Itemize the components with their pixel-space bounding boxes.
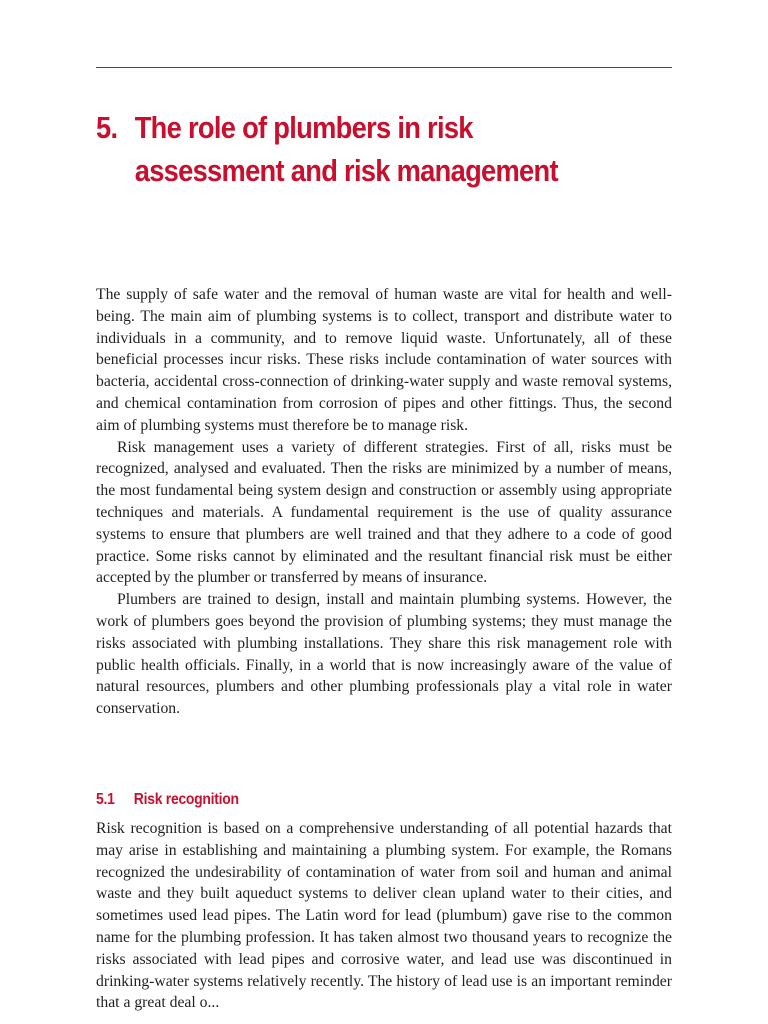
header-rule xyxy=(96,67,672,68)
intro-paragraph-3: Plumbers are trained to design, install and maintain plumbing systems. However, the work of plumbers goes beyond the provision of plumbing systems; they must manage the risks associated with plumbing installations. They share this risk management role with public health officials. Finally, in a world that is now increasingly aware of the value of natural resources, plumbers and other plumbing professionals play a vital role in water conservation. xyxy=(96,591,672,718)
section-text xyxy=(96,818,672,1014)
section-number: 5.1 xyxy=(96,791,115,808)
chapter-number: 5. xyxy=(96,110,118,145)
intro-text xyxy=(96,284,672,720)
chapter-title-line-1: The role of plumbers in risk xyxy=(134,110,473,145)
chapter-title-line-2: assessment and risk management xyxy=(134,153,558,188)
intro-paragraph-2: Risk management uses a variety of different strategies. First of all, risks must be recognized, analysed and evaluated. Then the risks are minimized by a number of means, the most fundamental being system design and construction or assembly using appropriate techniques and materials. A fundamental requirement is the use of quality assurance systems to ensure that plumbers are well trained and that they adhere to a code of good practice. Some risks cannot by eliminated and the resultant financial risk must be either accepted by the plumber or transferred by means of insurance. xyxy=(96,438,672,587)
section-title: Risk recognition xyxy=(133,791,239,808)
section-paragraph-1: Risk recognition is based on a comprehensive understanding of all potential hazards that may arise in establishing and maintaining a plumbing system. For example, the Romans recognized the undesirability of contamination of water from soil and human and animal waste and they built aqueduct systems to deliver clean upland water to their cities, and sometimes used lead pipes. The Latin word for lead (plumbum) gave rise to the common name for the plumbing profession. It has taken almost two thousand years to recognize the risks associated with lead pipes and corrosive water, and lead use was discontinued in drinking-water systems relatively recently. The history of lead use is an important reminder that a great deal o... xyxy=(96,820,672,1012)
chapter-title xyxy=(96,106,624,192)
intro-paragraph-1: The supply of safe water and the removal of human waste are vital for health and well-being. The main aim of plumbing systems is to collect, transport and distribute water to individuals in a community, and to remove liquid waste. Unfortunately, all of these beneficial processes incur risks. These risks include contamination of water sources with bacteria, accidental cross-connection of drinking-water supply and waste removal systems, and chemical contamination from corrosion of pipes and other fittings. Thus, the second aim of plumbing systems must therefore be to manage risk. xyxy=(96,286,672,434)
section-heading xyxy=(96,789,239,811)
